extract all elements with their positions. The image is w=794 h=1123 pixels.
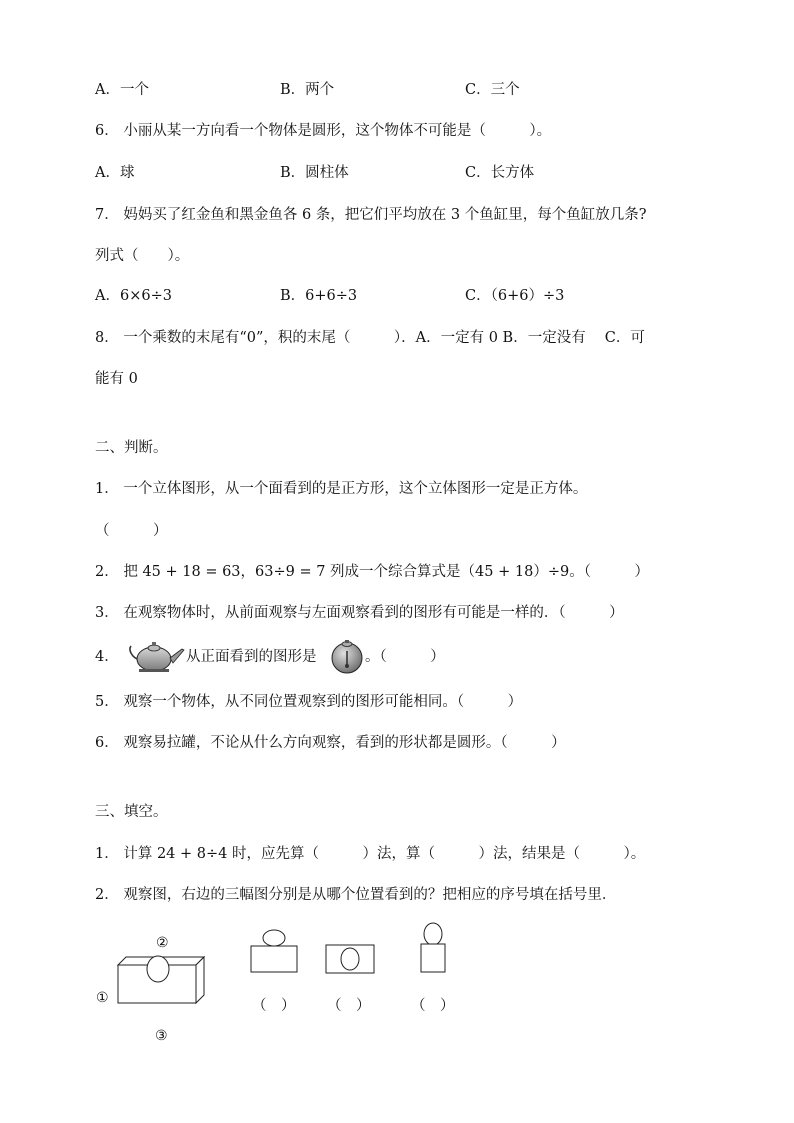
q7-option-a: A．6×6÷3 <box>95 288 172 304</box>
view-1-figure <box>250 926 298 974</box>
view-2-figure <box>325 944 375 974</box>
q7-line2: 列式（ ）。 <box>95 248 190 264</box>
section2-heading: 二、判断。 <box>95 440 168 456</box>
section3-heading: 三、填空。 <box>95 804 168 820</box>
s3-q2-text: 2． 观察图，右边的三幅图分别是从哪个位置看到的？把相应的序号填在括号里． <box>95 887 617 903</box>
q6-option-c: C．长方体 <box>465 165 535 181</box>
q7-option-b: B．6+6÷3 <box>280 288 358 304</box>
teapot-side-icon <box>128 636 186 674</box>
s2-q1-paren: （ ） <box>95 523 168 539</box>
s2-q4-number: 4． <box>95 649 119 665</box>
view-3-figure <box>420 922 446 974</box>
q7-line1: 7． 妈妈买了红金鱼和黑金鱼各 6 条，把它们平均放在 3 个鱼缸里，每个鱼缸放几条? <box>95 207 647 223</box>
solid-figure <box>112 955 208 1025</box>
s2-q4-text: 从正面看到的图形是 <box>186 649 317 665</box>
answer-paren-3: （ ） <box>411 998 455 1014</box>
s3-q1-text: 1． 计算 24 + 8÷4 时，应先算（ ）法，算（ ）法，结果是（ ）。 <box>95 846 646 862</box>
fig-label-left: ① <box>96 990 109 1006</box>
s2-q1-text: 1． 一个立体图形，从一个面看到的是正方形，这个立体图形一定是正方体。 <box>95 481 588 497</box>
teapot-front-icon <box>329 637 365 675</box>
answer-paren-1: （ ） <box>252 998 296 1014</box>
q7-option-c: C．（6+6）÷3 <box>465 288 565 304</box>
q6-option-a: A．球 <box>95 165 135 181</box>
fig-label-top: ② <box>156 935 169 951</box>
s2-q4-tail: 。（ ） <box>365 649 445 665</box>
s2-q6-text: 6． 观察易拉罐，不论从什么方向观察，看到的形状都是圆形。（ ） <box>95 735 566 751</box>
q8-line1: 8． 一个乘数的末尾有“0”，积的末尾（ ）．A．一定有 0 B．一定没有 C．可 <box>95 330 645 346</box>
q5-option-a: A．一个 <box>95 82 149 98</box>
answer-paren-2: （ ） <box>327 998 371 1014</box>
q6-text: 6． 小丽从某一方向看一个物体是圆形，这个物体不可能是（ ）。 <box>95 123 552 139</box>
s2-q3-text: 3． 在观察物体时，从前面观察与左面观察看到的图形有可能是一样的．（ ） <box>95 605 624 621</box>
s2-q5-text: 5． 观察一个物体，从不同位置观察到的图形可能相同。（ ） <box>95 694 523 710</box>
q5-option-c: C．三个 <box>465 82 520 98</box>
q6-option-b: B．圆柱体 <box>280 165 349 181</box>
q5-option-b: B．两个 <box>280 82 335 98</box>
fig-label-bottom: ③ <box>155 1028 168 1044</box>
s2-q2-text: 2． 把 45 + 18 = 63，63÷9 = 7 列成一个综合算式是（45 + 18）÷9。（ ） <box>95 564 649 580</box>
q8-line2: 能有 0 <box>95 371 138 387</box>
